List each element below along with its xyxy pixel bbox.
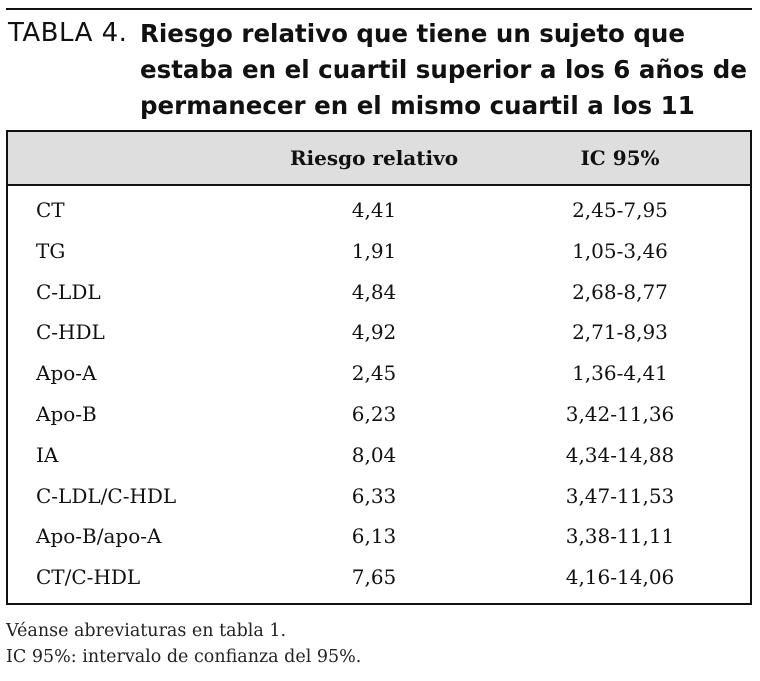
header-risk: Riesgo relativo (289, 146, 459, 170)
cell-ci: 3,47-11,53 (565, 483, 675, 508)
cell-ci: 2,71-8,93 (572, 320, 668, 345)
cell-ci: 4,34-14,88 (565, 442, 675, 467)
cell-risk: 1,91 (351, 238, 397, 263)
cell-risk: 4,92 (351, 320, 397, 345)
cell-risk: 4,41 (351, 198, 397, 222)
table-row (8, 394, 750, 435)
footnote-ci: IC 95%: intervalo de confianza del 95%. (6, 647, 362, 667)
cell-variable: Apo-A (36, 361, 97, 386)
cell-variable: Apo-B (36, 401, 97, 426)
table-row (8, 231, 750, 272)
table-row (8, 557, 750, 598)
cell-variable: CT (36, 198, 65, 222)
cell-ci: 3,38-11,11 (565, 524, 675, 549)
cell-variable: CT/C-HDL (36, 565, 141, 590)
cell-risk: 4,84 (351, 279, 397, 304)
cell-ci: 3,42-11,36 (565, 401, 675, 426)
cell-ci: 4,16-14,06 (565, 565, 675, 590)
table-row (8, 353, 750, 394)
cell-ci: 2,68-8,77 (572, 279, 668, 304)
cell-variable: C-LDL (36, 279, 101, 304)
table-label: TABLA 4. (8, 18, 128, 48)
cell-risk: 2,45 (351, 361, 397, 386)
table-row (8, 190, 750, 231)
cell-risk: 6,33 (351, 483, 397, 508)
cell-variable: Apo-B/apo-A (36, 524, 162, 549)
data-table (6, 130, 752, 605)
table-row (8, 516, 750, 557)
cell-risk: 6,13 (351, 524, 397, 549)
footnote-abbreviations: Véanse abreviaturas en tabla 1. (6, 621, 287, 641)
table-header-row (8, 132, 750, 186)
cell-risk: 8,04 (351, 442, 397, 467)
table-row (8, 476, 750, 517)
cell-ci: 2,45-7,95 (572, 198, 668, 222)
cell-variable: TG (36, 238, 66, 263)
table-body (8, 190, 750, 598)
cell-variable: C-LDL/C-HDL (36, 483, 177, 508)
top-rule (6, 8, 752, 10)
table-row (8, 272, 750, 313)
table-row (8, 435, 750, 476)
cell-variable: IA (36, 442, 59, 467)
footnotes (6, 618, 752, 670)
table-row (8, 312, 750, 353)
cell-risk: 7,65 (351, 565, 397, 590)
cell-ci: 1,36-4,41 (572, 361, 668, 386)
header-ci: IC 95% (580, 146, 660, 170)
cell-risk: 6,23 (351, 401, 397, 426)
cell-ci: 1,05-3,46 (572, 238, 668, 263)
table-caption (8, 16, 752, 128)
table-title: Riesgo relativo que tiene un sujeto que estaba en el cuartil superior a los 6 años de permanecer en el mismo cuartil a los 11 (140, 19, 747, 120)
cell-variable: C-HDL (36, 320, 105, 345)
